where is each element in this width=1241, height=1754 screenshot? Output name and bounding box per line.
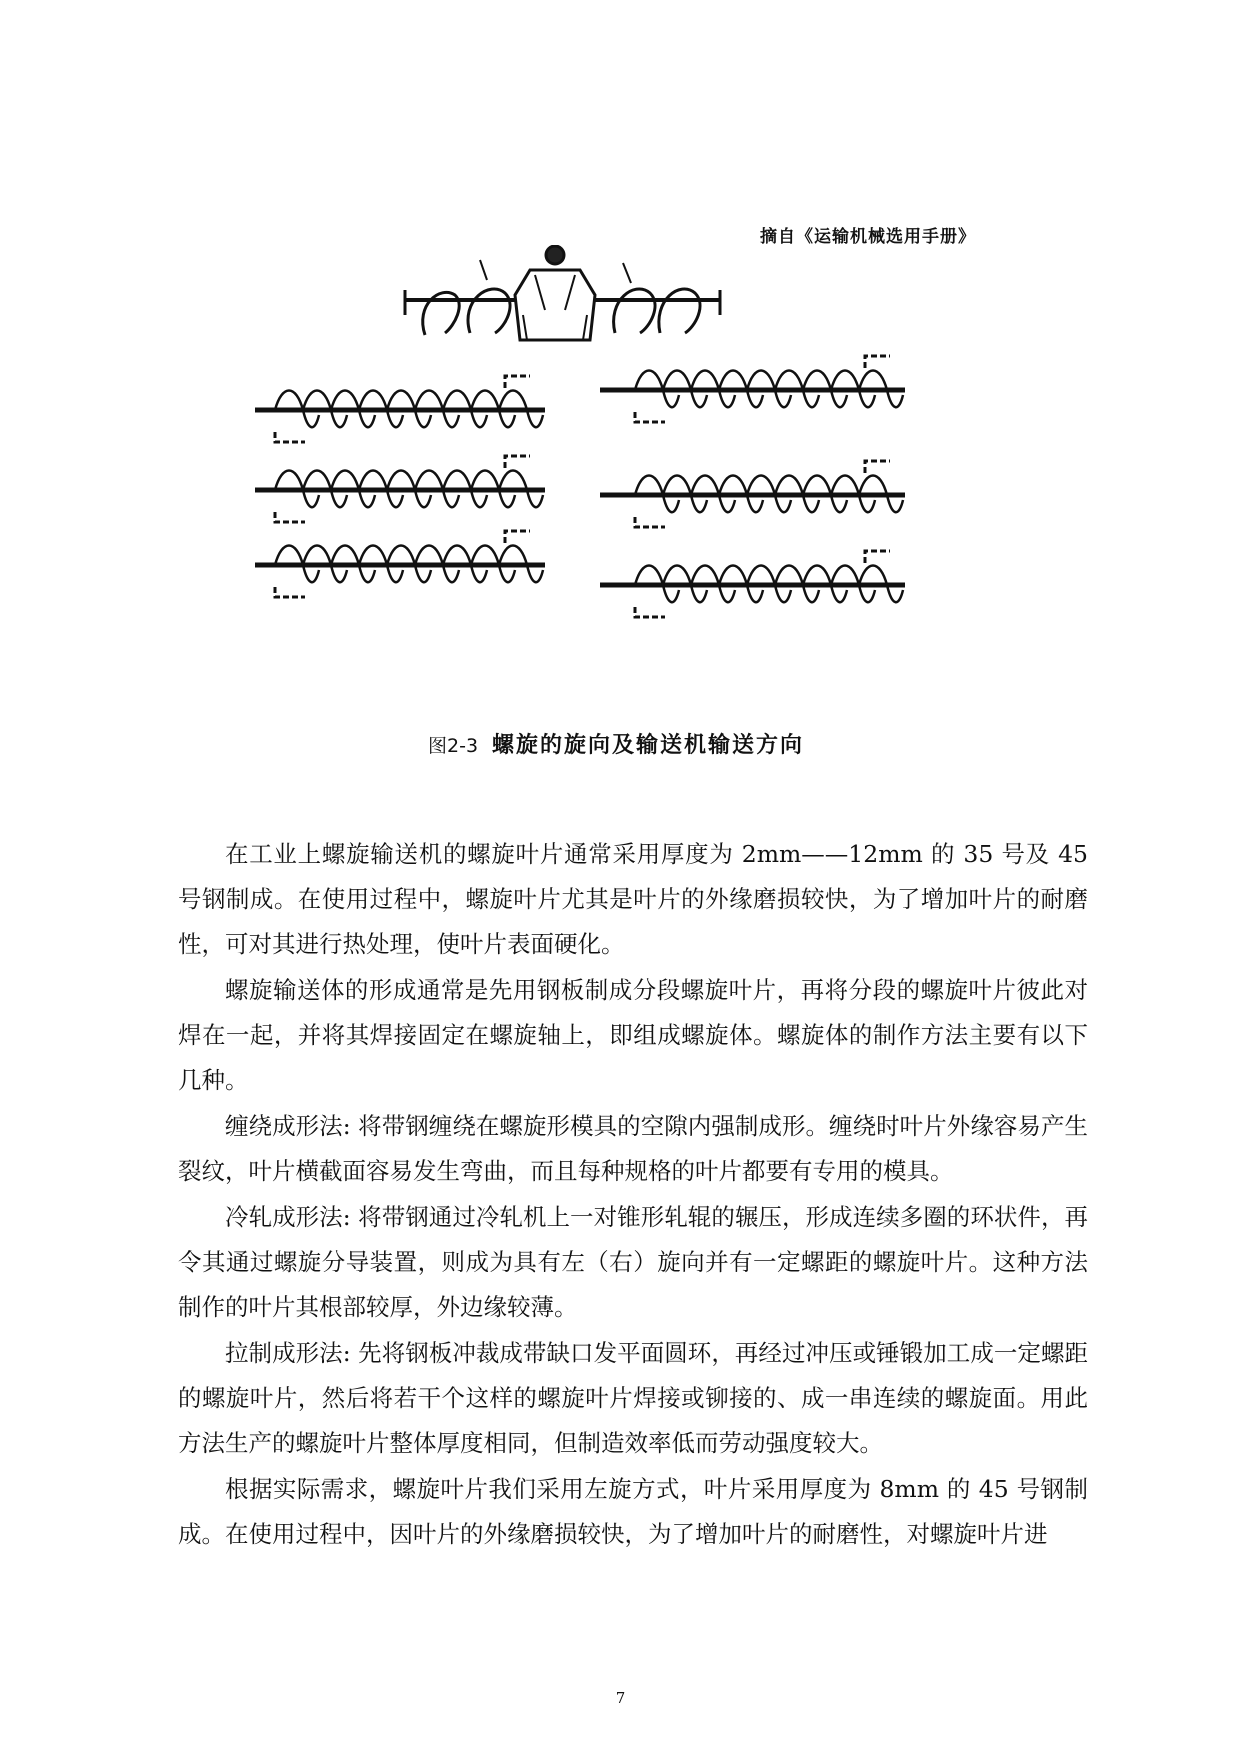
figure-number: 图2-3 — [428, 735, 479, 757]
screw-conveyor-illustration-icon — [255, 245, 1015, 715]
small-screw-sketch — [600, 356, 905, 422]
large-screw-with-person — [405, 246, 720, 340]
screw-conveyor-figure — [255, 245, 1015, 715]
small-screw-sketch — [255, 376, 545, 442]
small-screw-sketch — [600, 551, 905, 617]
page-number: 7 — [615, 1689, 626, 1707]
paragraph: 螺旋输送体的形成通常是先用钢板制成分段螺旋叶片，再将分段的螺旋叶片彼此对焊在一起，并将其焊接固定在螺旋轴上，即组成螺旋体。螺旋体的制作方法主要有以下几种。 — [178, 976, 1088, 1094]
paragraph: 冷轧成形法: 将带钢通过冷轧机上一对锥形轧辊的辗压，形成连续多圈的环状件，再令其通过螺旋分导装置，则成为具有左（右）旋向并有一定螺距的螺旋叶片。这种方法制作的叶片其根部较厚，外边缘较薄。 — [178, 1203, 1088, 1321]
figure-caption — [428, 728, 804, 759]
small-screw-sketch — [600, 461, 905, 527]
paragraph: 根据实际需求，螺旋叶片我们采用左旋方式，叶片采用厚度为 8mm 的 45 号钢制成。在使用过程中，因叶片的外缘磨损较快，为了增加叶片的耐磨性，对螺旋叶片进 — [178, 1475, 1088, 1548]
paragraph: 在工业上螺旋输送机的螺旋叶片通常采用厚度为 2mm——12mm 的 35 号及 45 号钢制成。在使用过程中，螺旋叶片尤其是叶片的外缘磨损较快，为了增加叶片的耐磨性，可对其进行热处理，使叶片表面硬化。 — [178, 840, 1088, 958]
small-screw-sketch — [255, 531, 545, 597]
small-screw-sketch — [255, 456, 545, 522]
source-note: 摘自《运输机械选用手册》 — [760, 227, 976, 247]
figure-title: 螺旋的旋向及输送机输送方向 — [492, 733, 805, 758]
body-text — [178, 832, 1088, 1558]
paragraph: 拉制成形法: 先将钢板冲裁成带缺口发平面圆环，再经过冲压或锤锻加工成一定螺距的螺旋叶片，然后将若干个这样的螺旋叶片焊接或铆接的、成一串连续的螺旋面。用此方法生产的螺旋叶片整体厚度相同，但制造效率低而劳动强度较大。 — [178, 1339, 1088, 1457]
paragraph: 缠绕成形法: 将带钢缠绕在螺旋形模具的空隙内强制成形。缠绕时叶片外缘容易产生裂纹，叶片横截面容易发生弯曲，而且每种规格的叶片都要有专用的模具。 — [178, 1112, 1088, 1185]
